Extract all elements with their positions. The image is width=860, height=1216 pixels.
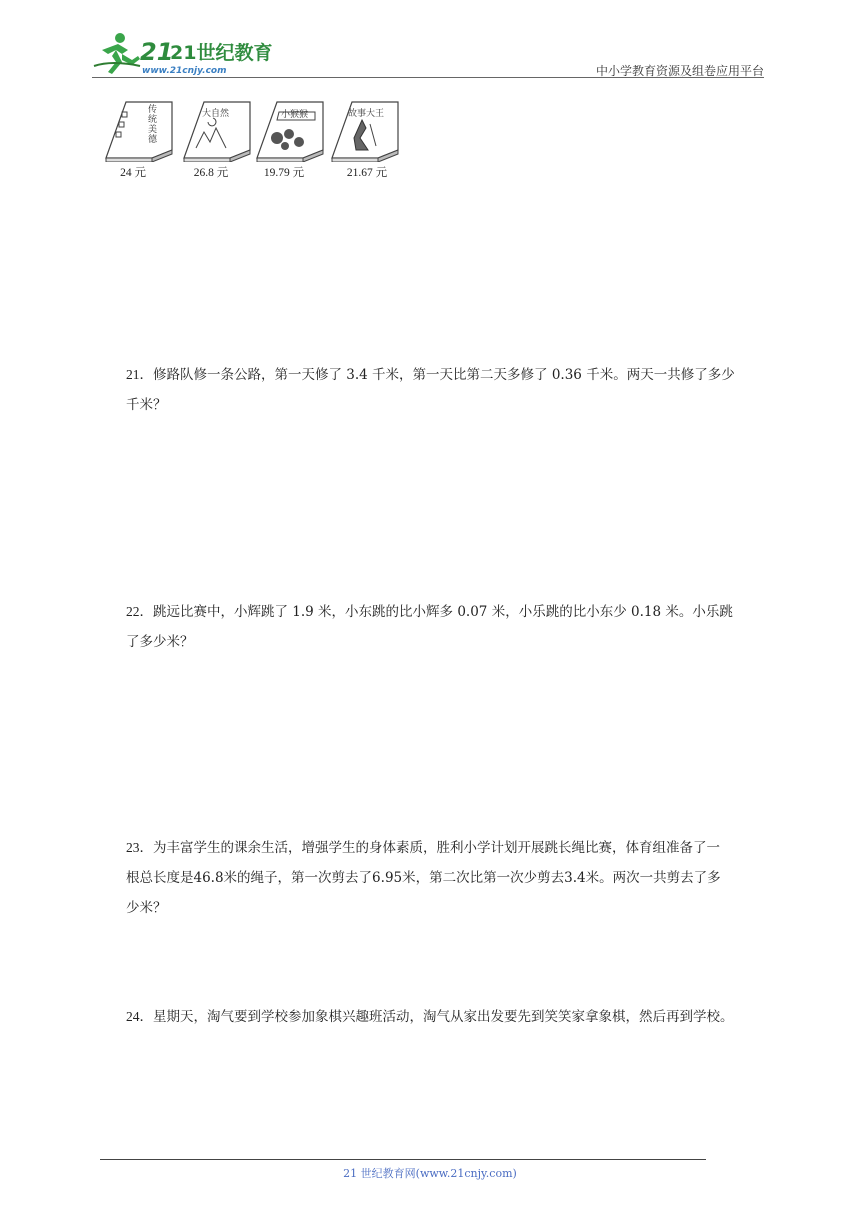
book-title: 故事大王: [348, 109, 385, 119]
question-text: 修路队修一条公路，第一天修了 3.4 千米，第一天比第二天多修了 0.36 千米。两天一共修了多少: [153, 367, 735, 383]
page-header: [92, 30, 764, 78]
question-number: 21．: [126, 367, 153, 382]
question-24: [126, 1002, 766, 1032]
header-divider: [92, 77, 764, 78]
site-logo: [92, 30, 272, 78]
question-22: [126, 597, 766, 657]
question-21: [126, 360, 766, 420]
book-price: 26.8 元: [193, 167, 229, 179]
book-2: [178, 98, 252, 188]
logo-url: www.21cnjy.com: [142, 66, 227, 76]
footer-divider: [100, 1159, 706, 1160]
svg-text:21: 21: [140, 38, 174, 66]
book-price: 21.67 元: [346, 167, 388, 179]
question-line: 千米？: [126, 397, 167, 413]
book-title: 大自然: [202, 109, 230, 119]
book-price: 24 元: [120, 167, 146, 179]
book-icon: [100, 98, 174, 162]
question-number: 24．: [126, 1009, 153, 1024]
book-title: 传统美德: [146, 104, 156, 144]
question-line: [126, 833, 766, 863]
question-line: 少米？: [126, 900, 167, 916]
question-text: 为丰富学生的课余生活，增强学生的身体素质，胜利小学计划开展跳长绳比赛，体育组准备了一: [153, 840, 720, 856]
question-line: 根总长度是46.8米的绳子，第一次剪去了6.95米，第二次比第一次少剪去3.4米。两次一共剪去了多: [126, 870, 721, 886]
question-number: 23．: [126, 840, 153, 855]
logo-text: 21世纪教育: [170, 42, 272, 64]
book-price: 19.79 元: [263, 167, 305, 179]
question-number: 22．: [126, 604, 153, 619]
book-1: [100, 98, 174, 188]
book-price-illustration: [100, 98, 400, 188]
question-line: [126, 597, 766, 627]
book-3: [251, 98, 325, 188]
book-title: 小猴猴: [281, 110, 309, 120]
question-line: 了多少米？: [126, 634, 194, 650]
platform-name: 中小学教育资源及组卷应用平台: [595, 64, 764, 78]
question-23: [126, 833, 766, 923]
question-text: 跳远比赛中，小辉跳了 1.9 米，小东跳的比小辉多 0.07 米，小乐跳的比小东少 0.18 米。小乐跳: [153, 604, 733, 620]
question-text: 星期天，淘气要到学校参加象棋兴趣班活动，淘气从家出发要先到笑笑家拿象棋，然后再到学校。: [153, 1009, 734, 1025]
question-line: [126, 1002, 766, 1032]
book-4: [326, 98, 400, 188]
footer-link[interactable]: 21 世纪教育网(www.21cnjy.com): [343, 1167, 517, 1180]
question-line: [126, 360, 766, 390]
